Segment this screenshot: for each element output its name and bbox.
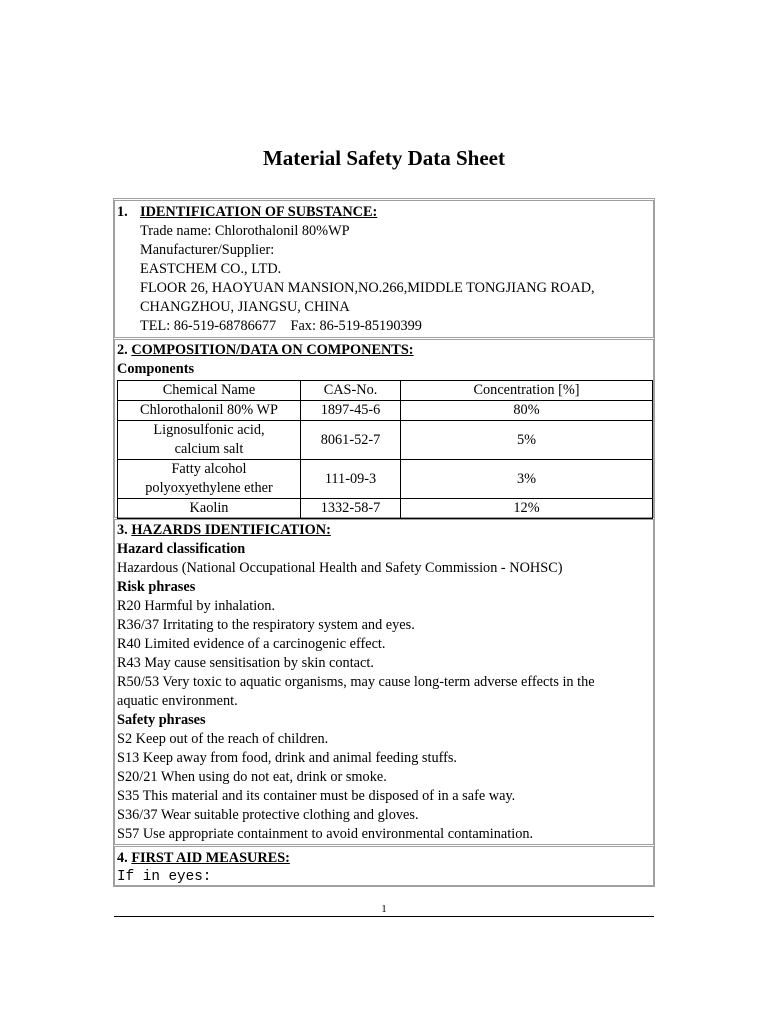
concentration-cell: 12% <box>401 499 653 519</box>
risk-phrase: R20 Harmful by inhalation. <box>117 598 276 614</box>
section-first-aid <box>114 846 654 886</box>
address-line-2: CHANGZHOU, JIANGSU, CHINA <box>140 299 350 315</box>
safety-phrase: S57 Use appropriate containment to avoid environmental contamination. <box>117 826 534 842</box>
components-table <box>117 380 653 519</box>
section-title: FIRST AID MEASURES: <box>131 850 290 866</box>
components-subheading: Components <box>117 361 195 377</box>
section-identification <box>114 200 654 338</box>
company-name: EASTCHEM CO., LTD. <box>140 261 282 277</box>
table-row <box>118 421 653 460</box>
column-header: Concentration [%] <box>401 381 653 401</box>
table-row <box>118 460 653 499</box>
safety-phrases-title: Safety phrases <box>117 712 206 728</box>
table-row <box>118 499 653 519</box>
section-heading <box>117 203 653 222</box>
concentration-cell: 5% <box>401 421 653 460</box>
section-title: HAZARDS IDENTIFICATION: <box>131 522 331 538</box>
section-number: 1. <box>117 204 128 220</box>
cas-cell: 111-09-3 <box>301 460 401 499</box>
section-number: 4. <box>117 850 128 866</box>
section-hazards <box>114 519 654 845</box>
chemical-name-cont: polyoxyethylene ether <box>145 480 273 496</box>
chemical-name-cell <box>118 460 301 499</box>
column-header: CAS-No. <box>301 381 401 401</box>
chemical-name: Fatty alcohol <box>171 461 247 477</box>
column-header: Chemical Name <box>118 381 301 401</box>
cas-cell: 1332-58-7 <box>301 499 401 519</box>
section-heading <box>117 521 653 540</box>
first-aid-eyes: If in eyes: <box>117 869 212 885</box>
concentration-cell: 3% <box>401 460 653 499</box>
hazard-classification-title: Hazard classification <box>117 541 246 557</box>
risk-phrase: R43 May cause sensitisation by skin contact. <box>117 655 374 671</box>
safety-phrase: S20/21 When using do not eat, drink or smoke. <box>117 769 387 785</box>
risk-phrase: R50/53 Very toxic to aquatic organisms, may cause long-term adverse effects in the aquatic environment. <box>117 674 595 709</box>
address-line-1: FLOOR 26, HAOYUAN MANSION,NO.266,MIDDLE TONGJIANG ROAD, <box>140 280 595 296</box>
section-title: IDENTIFICATION OF SUBSTANCE: <box>140 204 378 220</box>
safety-phrase: S35 This material and its container must be disposed of in a safe way. <box>117 788 516 804</box>
table-header-row <box>118 381 653 401</box>
section-heading <box>117 849 653 868</box>
cas-cell: 1897-45-6 <box>301 401 401 421</box>
risk-phrase: R40 Limited evidence of a carcinogenic effect. <box>117 636 386 652</box>
table-row <box>118 401 653 421</box>
chemical-name-cont: calcium salt <box>174 441 244 457</box>
safety-phrase: S13 Keep away from food, drink and animal feeding stuffs. <box>117 750 457 766</box>
risk-phrases-title: Risk phrases <box>117 579 196 595</box>
page-title: Material Safety Data Sheet <box>262 146 505 170</box>
chemical-name-cell <box>118 499 301 519</box>
cas-cell: 8061-52-7 <box>301 421 401 460</box>
section-composition <box>114 339 654 518</box>
risk-phrase: R36/37 Irritating to the respiratory system and eyes. <box>117 617 415 633</box>
chemical-name-cell <box>118 421 301 460</box>
chemical-name: Kaolin <box>189 500 229 516</box>
trade-name: Trade name: Chlorothalonil 80%WP <box>140 223 350 239</box>
contact-line: TEL: 86-519-68786677 Fax: 86-519-85190399 <box>140 318 422 334</box>
chemical-name-cell <box>118 401 301 421</box>
section-number: 3. <box>117 522 128 538</box>
page-number: 1 <box>381 903 387 915</box>
safety-phrase: S2 Keep out of the reach of children. <box>117 731 329 747</box>
safety-phrase: S36/37 Wear suitable protective clothing and gloves. <box>117 807 419 823</box>
section-title: COMPOSITION/DATA ON COMPONENTS: <box>131 342 414 358</box>
footer-divider <box>114 916 654 917</box>
chemical-name: Chlorothalonil 80% WP <box>140 402 278 418</box>
section-number: 2. <box>117 342 128 358</box>
concentration-cell: 80% <box>401 401 653 421</box>
hazard-classification-text: Hazardous (National Occupational Health and Safety Commission - NOHSC) <box>117 560 563 576</box>
manufacturer-label: Manufacturer/Supplier: <box>140 242 275 258</box>
chemical-name: Lignosulfonic acid, <box>153 422 265 438</box>
section-heading <box>117 341 653 360</box>
